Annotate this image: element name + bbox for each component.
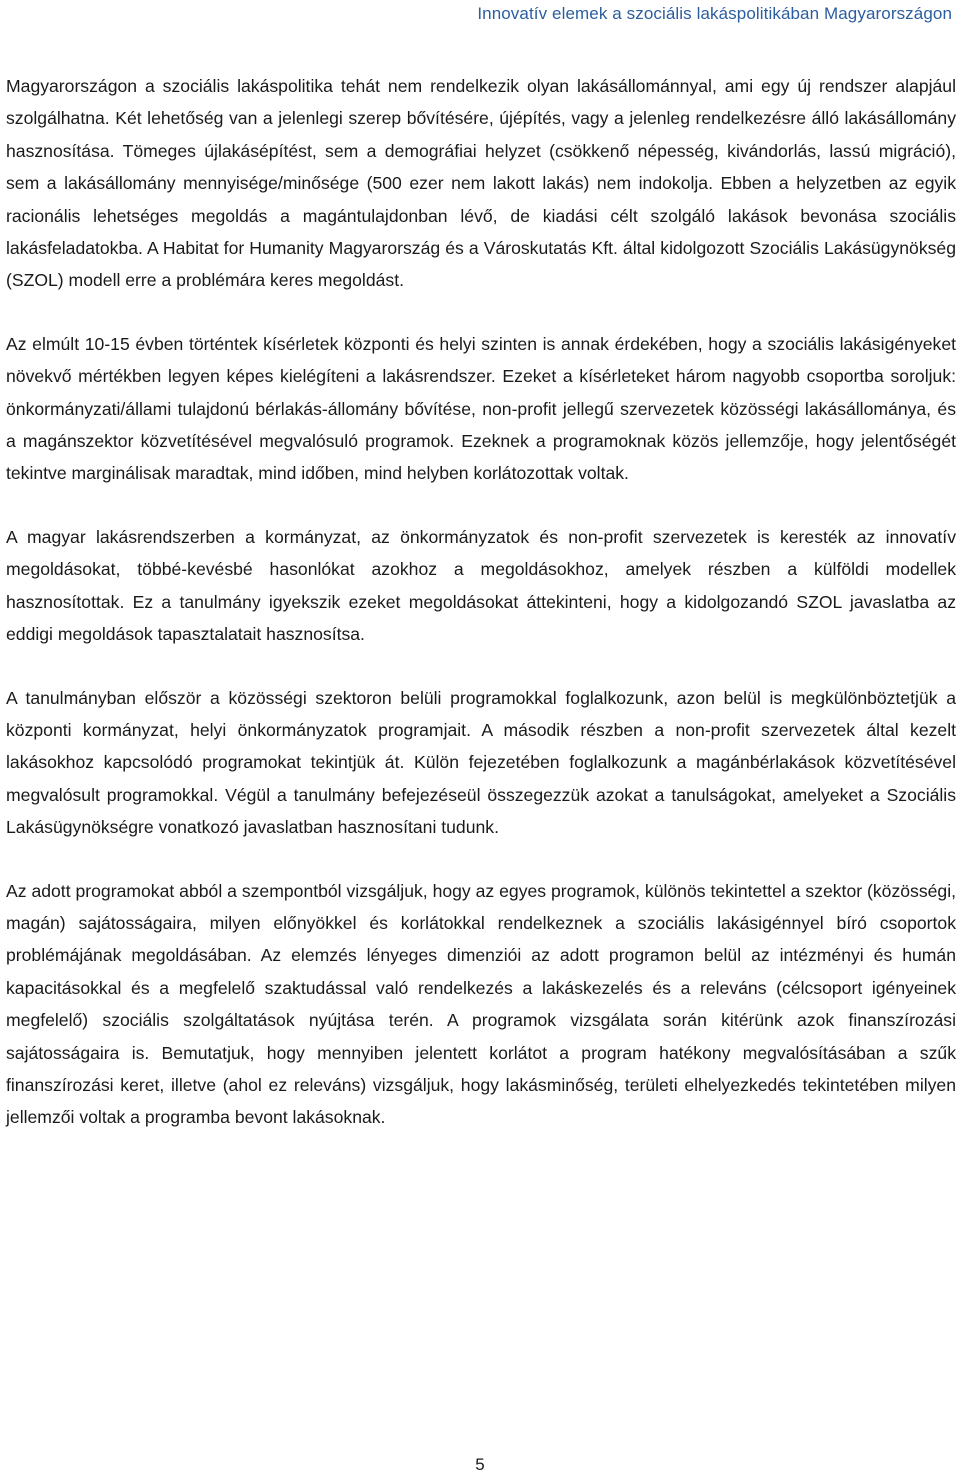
paragraph-4: A tanulmányban először a közösségi szektoron belüli programokkal foglalkozunk, azon belül is megkülönböztetjük a központi kormányzat, helyi önkormányzatok programjait. A második részben a non-profit szervezetek által kezelt lakásokhoz kapcsolódó programokat tekintjük át. Külön fejezetében foglalkozunk a magánbérlakások közvetítésével megvalósult programokkal. Végül a tanulmány befejezéseül összegezzük azokat a tanulságokat, amelyeket a Szociális Lakásügynökségre vonatkozó javaslatban hasznosítani tudunk. (6, 687, 956, 838)
paragraph-3: A magyar lakásrendszerben a kormányzat, az önkormányzatok és non-profit szervezetek is keresték az innovatív megoldásokat, többé-kevésbé hasonlókat azokhoz a megoldásokhoz, amelyek részben a külföldi modellek hasznosítottak. Ez a tanulmány igyekszik ezeket megoldásokat áttekinteni, hogy a kidolgozandó SZOL javaslatba az eddigi megoldások tapasztalatait hasznosítsa. (6, 526, 956, 645)
running-header-title: Innovatív elemek a szociális lakáspolitikában Magyarországon (477, 4, 952, 23)
document-body (6, 70, 956, 1165)
paragraph-1: Magyarországon a szociális lakáspolitika tehát nem rendelkezik olyan lakásállománnyal, ami egy új rendszer alapjául szolgálhatna. Két lehetőség van a jelenlegi szerep bővítésére, újépítés, vagy a jelenleg rendelkezésre álló lakásállomány hasznosítása. Tömeges újlakásépítést, sem a demográfiai helyzet (csökkenő népesség, kivándorlás, lassú migráció), sem a lakásállomány mennyisége/minősége (500 ezer nem lakott lakás) nem indokolja. Ebben a helyzetben az egyik racionális lehetséges megoldás a magántulajdonban lévő, de kiadási célt szolgáló lakások bevonása szociális lakásfeladatokba. A Habitat for Humanity Magyarország és a Városkutatás Kft. által kidolgozott Szociális Lakásügynökség (SZOL) modell erre a problémára keres megoldást. (6, 76, 956, 291)
paragraph-5: Az adott programokat abból a szempontból vizsgáljuk, hogy az egyes programok, különös tekintettel a szektor (közösségi, magán) sajátosságaira, milyen előnyökkel és korlátokkal rendelkeznek a szociális lakásigénnyel bíró csoportok problémájának megoldásában. Az elemzés lényeges dimenziói az adott programon belül az intézményi és humán kapacitásokkal és a megfelelő szaktudással való rendelkezés a lakáskezelés és a releváns (célcsoport igényeinek megfelelő) szociális szolgáltatások nyújtása terén. A programok vizsgálata során kitérünk azok finanszírozási sajátosságaira is. Bemutatjuk, hogy mennyiben jelentett korlátot a program hatékony megvalósításában a szűk finanszírozási keret, illetve (ahol ez releváns) vizsgáljuk, hogy lakásminőség, területi elhelyezkedés tekintetében milyen jellemzői voltak a programba bevont lakásoknak. (6, 880, 956, 1128)
paragraph-2: Az elmúlt 10-15 évben történtek kísérletek központi és helyi szinten is annak érdekében, hogy a szociális lakásigényeket növekvő mértékben legyen képes kielégíteni a lakásrendszer. Ezeket a kísérleteket három nagyobb csoportba soroljuk: önkormányzati/állami tulajdonú bérlakás-állomány bővítése, non-profit jellegű szervezetek közösségi lakásállománya, és a magánszektor közvetítésével megvalósuló programok. Ezeknek a programoknak közös jellemzője, hogy jelentőségét tekintve marginálisak maradtak, mind időben, mind helyben korlátozottak voltak. (6, 333, 956, 484)
page-number: 5 (475, 1455, 485, 1474)
